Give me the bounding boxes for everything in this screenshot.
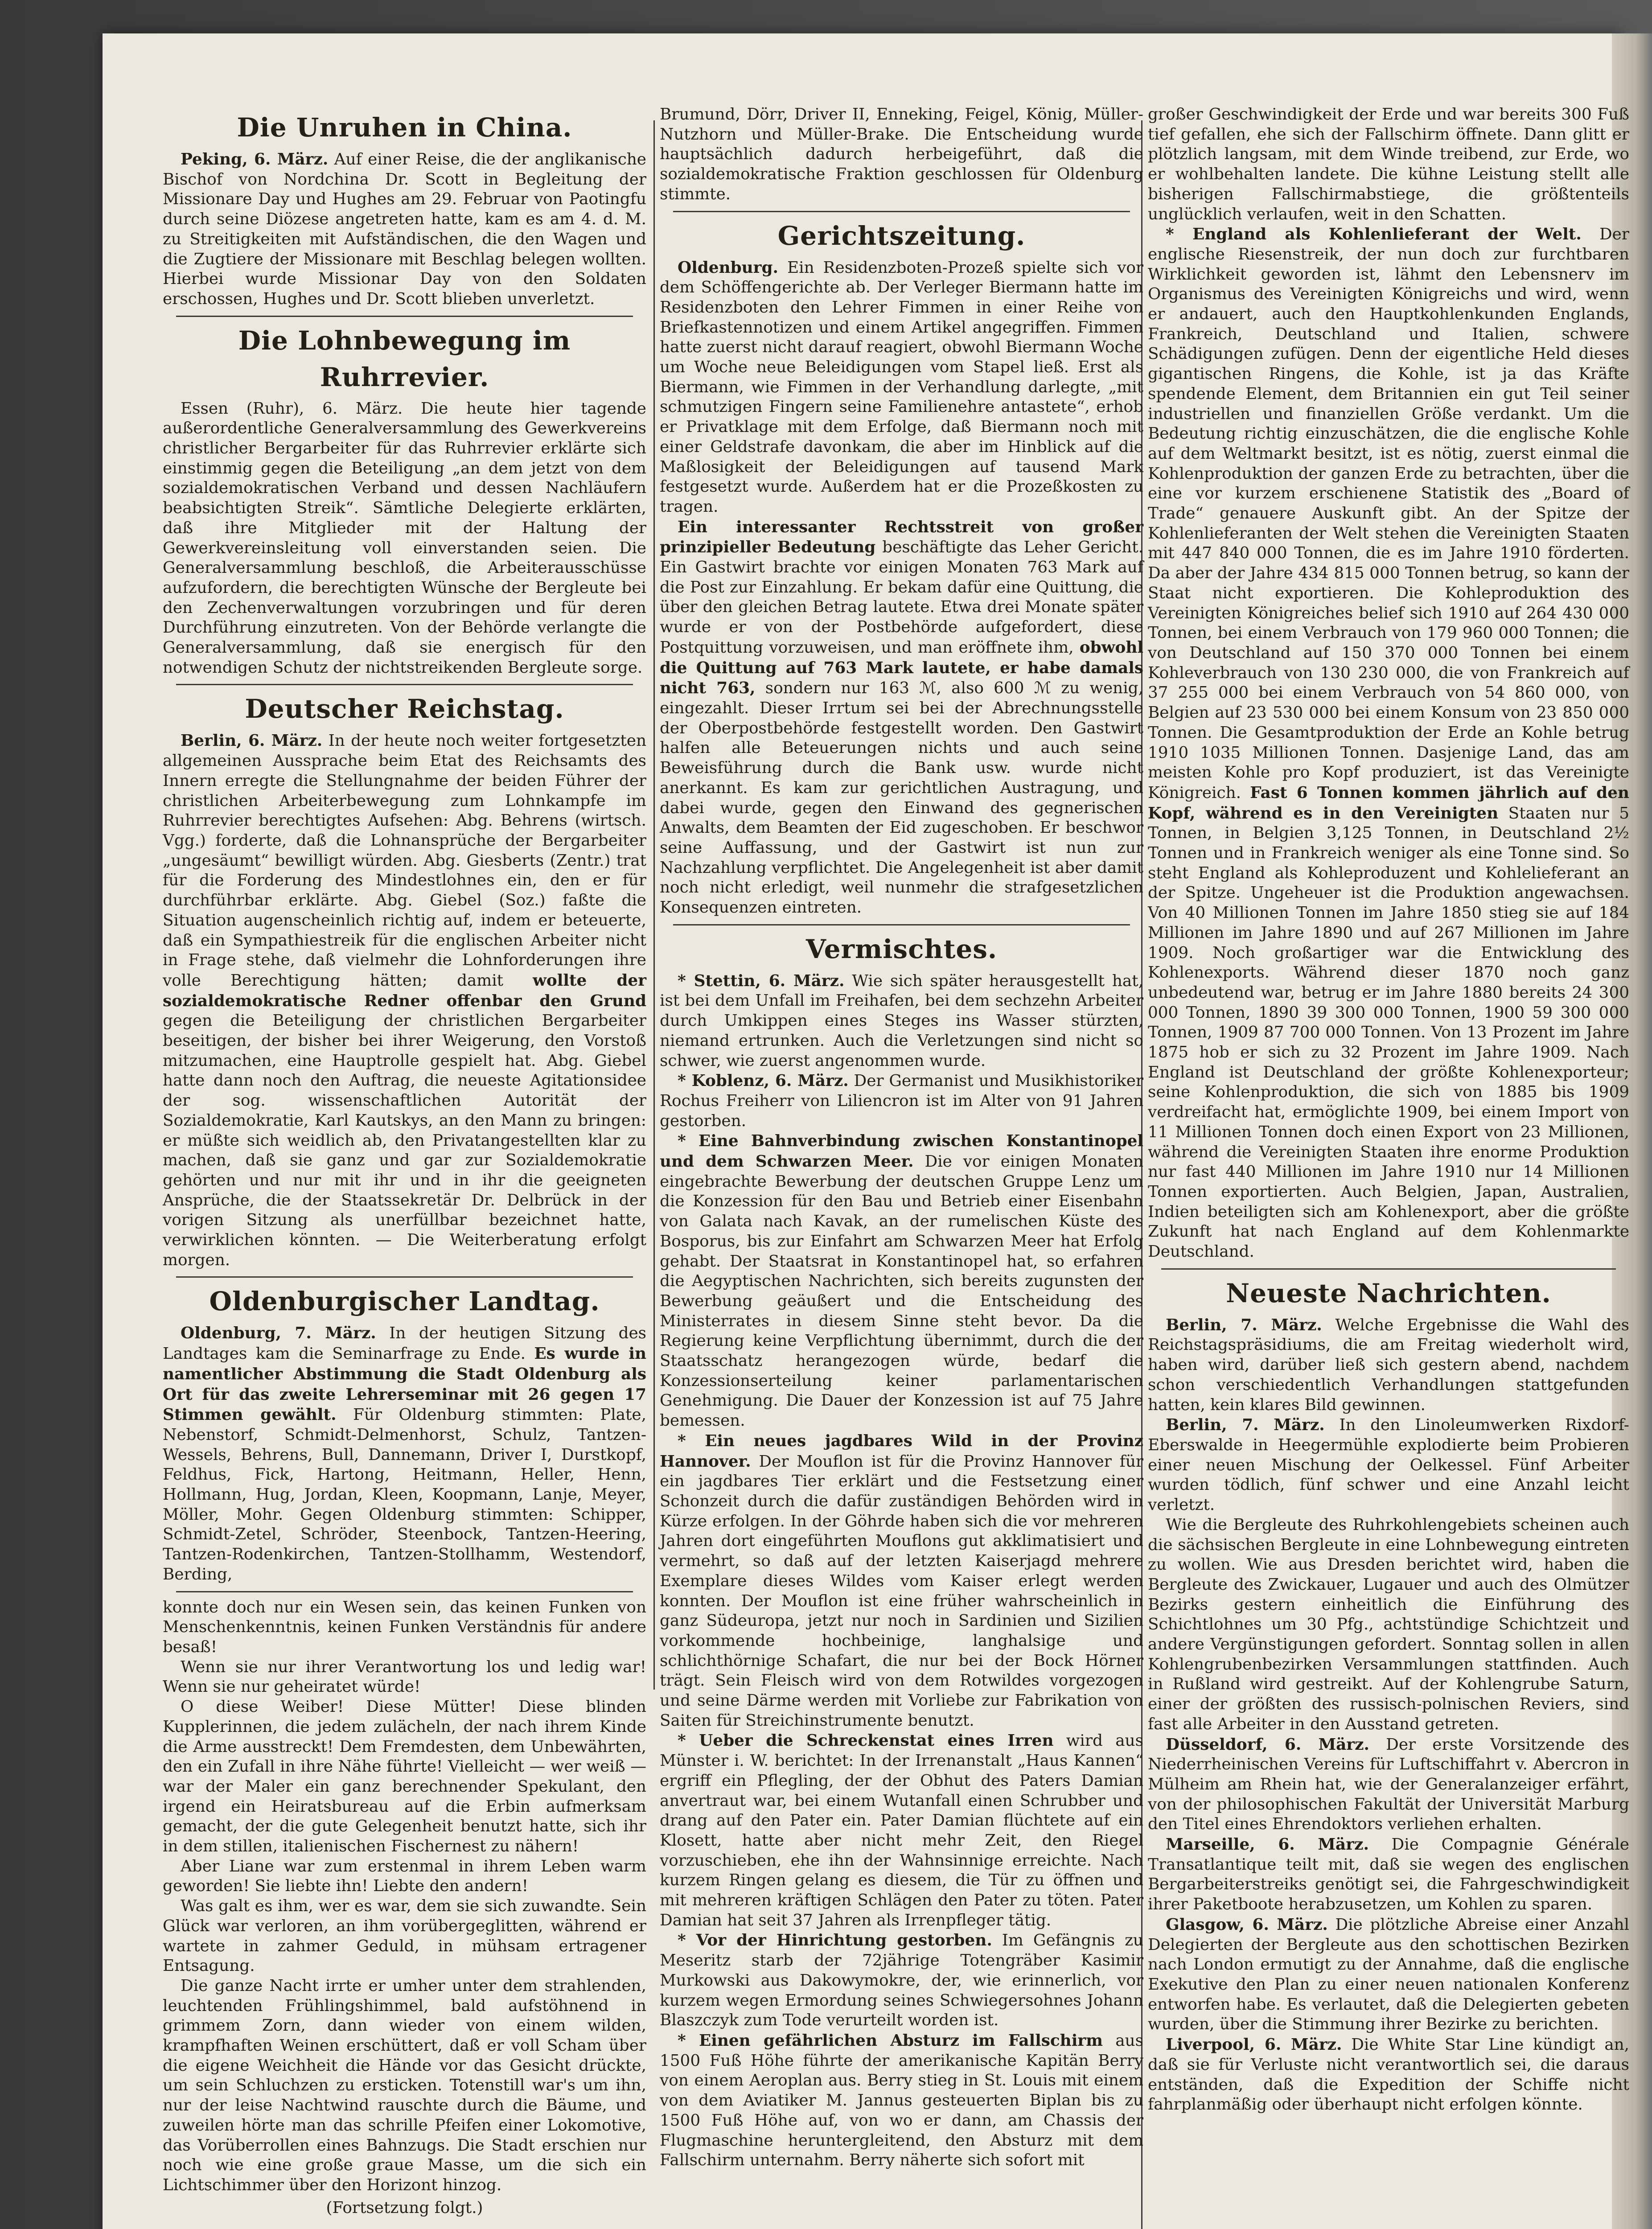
article-body: sondern nur 163 ℳ, also 600 ℳ zu wenig, eingezahlt. Dieser Irrtum sei bei der Abrechnungsstelle der Oberpostbehörde festgestellt worden. Den Gastwirt halfen alle Beteuerungen nichts und auch seine Beweisführung durch die Bank usw. wurde nicht anerkannt. Es kam zur gerichtlichen Austragung, und dabei wurde, gegen den Einwand des gegnerischen Anwalts, dem Beamten der Eid zugeschoben. Er beschwor seine Auffassung, und der Gastwirt ist nun zur Nachzahlung verpflichtet. Die Angelegenheit ist aber damit noch nicht erledigt, weil nunmehr die strafgesetzlichen Konsequenzen eintreten.: [660, 679, 1143, 917]
continuation-note: (Fortsetzung folgt.): [326, 2198, 483, 2217]
news-item: [1148, 1315, 1629, 1415]
dateline: * Koblenz, 6. März.: [678, 1071, 849, 1090]
item-absturz: [660, 2031, 1143, 2171]
headline-gericht: Gerichtszeitung.: [777, 220, 1026, 251]
article-divider: [673, 211, 1130, 212]
dateline: Liverpool, 6. März.: [1166, 2035, 1342, 2054]
headline-neueste: Neueste Nachrichten.: [1226, 1278, 1551, 1308]
article-lede: * Eine Bahnverbindung zwischen Konstantinopel und dem Schwarzen Meer.: [660, 1131, 1143, 1171]
article-lede: * Einen gefährlichen Absturz im Fallschirm: [678, 2031, 1103, 2050]
article-body: Ein Residenzboten-Prozeß spielte sich vor dem Schöffengerichte ab. Der Verleger Biermann hatte im Residenzboten den Lehrer Fimmen in einer Reihe von Briefkastennotizen und einem Artikel angegriffen. Fimmen hatte zuerst nicht darauf reagiert, obwohl Biermann Woche um Woche neue Beleidigungen vom Stapel ließ. Erst als Biermann, wie Fimmen in der Verhandlung darlegte, „mit schmutzigen Fingern seine Familienehre antastete“, erhob er Privatklage mit dem Erfolge, daß Biermann noch mit einer Geldstrafe davonkam, die aber im Hinblick auf die Maßlosigkeit der Beleidigungen auf tausend Mark festgesetzt wurde. Außerdem hat er die Prozeßkosten zu tragen.: [660, 258, 1143, 516]
article-body: wird aus Münster i. W. berichtet: In der Irrenanstalt „Haus Kannen“ ergriff ein Pflegling, der der Obhut des Paters Damian anvertraut war, bei einem Wutanfall einen Schrubber und drang auf den Pater ein. Pater Damian flüchtete auf ein Klosett, hatte aber nicht mehr Zeit, den Riegel vorzuschieben, ehe ihn der Wahnsinnige erreichte. Nach kurzem Ringen gelang es diesem, die Tür zu öffnen und mit mehreren kräftigen Schlägen den Pater zu töten. Pater Damian hat seit 37 Jahren als Irrenpfleger tätig.: [660, 1731, 1143, 1929]
article-divider: [673, 924, 1130, 925]
item-hinrichtung: [660, 1930, 1143, 2031]
headline-ruhr: Die Lohnbewegung im Ruhrrevier.: [238, 325, 571, 392]
feuilleton-paragraph: Was galt es ihm, wer es war, dem sie sich zuwandte. Sein Glück war verloren, an ihm vorübergeglitten, während er wartete in zahmer Geduld, in mühsam ertragener Entsagung.: [163, 1897, 646, 1975]
article-emphasis: Es wurde in namentlicher Abstimmung die Stadt Oldenburg als Ort für das zweite Lehrerseminar mit 26 gegen 17 Stimmen gewählt.: [163, 1344, 646, 1424]
article-ruhr: [163, 399, 646, 678]
dateline: Düsseldorf, 6. März.: [1166, 1735, 1369, 1754]
article-body: In der heutigen Sitzung des Landtages kam die Seminarfrage zu Ende.: [163, 1324, 646, 1363]
article-divider: [1161, 1268, 1616, 1270]
article-emphasis: obwohl die Quittung auf 763 Mark lautete, er habe damals nicht 763,: [660, 637, 1143, 698]
article-body: Die plötzliche Abreise einer Anzahl Delegierten der Bergleute aus den schottischen Bezirken nach London ermutigt zu der Annahme, daß die englische Exekutive den Plan zu einer neuen nationalen Konferenz entworfen habe. Es verlautet, daß die Delegierten gebeten wurden, über die Stimmung ihrer Bezirke zu berichten.: [1148, 1915, 1629, 2034]
dateline: Peking, 6. März.: [181, 150, 329, 169]
article-body: Der englische Riesenstreik, der nun doch zur furchtbaren Wirklichkeit geworden ist, lähmt den Lebensnerv im Organismus des Vereinigten Königreichs und wird, wenn er andauert, auch den Hauptkohlenkunden Englands, Frankreich, Deutschland und Italien, schwere Schädigungen zufügen. Denn der eigentliche Held dieses gigantischen Ringens, die Kohle, ist ja das Kräfte spendende Element, dem Britannien ein gut Teil seiner industriellen und finanziellen Größe verdankt. Um die Bedeutung richtig einzuschätzen, die die englische Kohle auf dem Weltmarkt besitzt, ist es nötig, zuerst einmal die Kohlenproduktion der ganzen Erde zu betrachten, über die eine vor kurzem erschienene Statistik des „Board of Trade“ genauere Auskunft gibt. An der Spitze der Kohlenlieferanten der Welt stehen die Vereinigten Staaten mit 447 840 000 Tonnen, die es im Jahre 1910 förderten. Da aber der Jahre 434 815 000 Tonnen betrug, so kann der Staat nicht exportieren. Die Kohleproduktion des Vereinigten Königreiches belief sich 1910 auf 264 430 000 Tonnen, bei einem Verbrauch von 179 960 000 Tonnen; die von Deutschland auf 150 370 000 Tonnen bei einem Kohleverbrauch von 130 230 000, die von Frankreich auf 37 255 000 bei einem Verbrauch von 54 860 000, von Belgien auf 23 530 000 bei einem Konsum von 23 850 000 Tonnen. Die Gesamtproduktion der Erde an Kohle betrug 1910 1035 Millionen Tonnen. Dasjenige Land, das am meisten Kohle pro Kopf produziert, ist das Vereinigte Königreich.: [1148, 225, 1629, 802]
article-divider: [176, 684, 633, 685]
article-body: Für Oldenburg stimmten: Plate, Nebenstorf, Schmidt-Delmenhorst, Schulz, Tantzen-Wessels, Behrens, Bull, Dannemann, Driver I, Durstkopf, Feldhus, Fick, Hartong, Heitmann, Heller, Henn, Hollmann, Hug, Jordan, Kleen, Koopmann, Lanje, Meyer, Möller, Mohr. Gegen Oldenburg stimmten: Schipper, Schmidt-Zetel, Schröder, Steenbock, Tantzen-Heering, Tantzen-Rodenkirchen, Tantzen-Stollhamm, Westendorf, Berding,: [163, 1406, 646, 1583]
item-stettin: [660, 971, 1143, 1071]
feuilleton-paragraph: O diese Weiber! Diese Mütter! Diese blinden Kupplerinnen, die jedem zulächeln, der nach ihrem Kinde die Arme ausstreckt! Dem Fremdesten, dem Unbewährten, den ein Zufall in ihre Nähe führte! Vielleicht — wer weiß — war der Maler ein ganz berechnender Spekulant, den irgend ein Heiratsbureau auf die Erbin aufmerksam gemacht, der die gute Gelegenheit benutzt hatte, sich ihr in dem stillen, italienischen Fischernest zu nähern!: [163, 1698, 646, 1856]
dateline: Essen (Ruhr), 6. März.: [181, 399, 403, 418]
article-body: Im Gefängnis zu Meseritz starb der 72jährige Totengräber Kasimir Murkowski aus Dakowymokre, der, wie erinnerlich, vor kurzem wegen Ermordung seines Schwiegersohnes Johann Blaszczyk zum Tode verurteilt worden ist.: [660, 1931, 1143, 2030]
article-body: Staaten nur 5 Tonnen, in Belgien 3,125 Tonnen, in Deutschland 2½ Tonnen und in Frankreich weniger als eine Tonne sind. So steht England als Kohleproduzent und Kohlelieferant an der Spitze. Ungeheuer ist die Produktion angewachsen. Von 40 Millionen Tonnen im Jahre 1850 stieg sie auf 184 Millionen im Jahre 1890 und auf 267 Millionen im Jahre 1909. Noch großartiger war die Entwicklung des Kohlenexports. Während dieser 1870 noch ganz unbedeutend war, betrug er im Jahre 1880 bereits 24 300 000 Tonnen, 1890 39 300 000 Tonnen, 1900 59 300 000 Tonnen, 1909 87 700 000 Tonnen. Von 13 Prozent im Jahre 1875 hob er sich zu 32 Prozent im Jahre 1909. Nach England ist Deutschland der größte Kohlenexporteur; seine Kohlenproduktion, die sich von 1885 bis 1909 verdreifacht hat, ermöglichte 1909, bei einem Import von 11 Millionen Tonnen doch einen Export von 23 Millionen, während die Vereinigten Staaten ihre enorme Produktion nur fast 440 Millionen im Jahre 1910 nur 14 Millionen Tonnen exportierten. Auch Belgien, Japan, Australien, Indien beteiligten sich am Kohlenexport, aber die größte Zukunft hat nach England auf dem Kohlenmarkte Deutschland.: [1148, 804, 1629, 1261]
news-item: [1148, 1915, 1629, 2035]
item-irre: [660, 1731, 1143, 1930]
dateline: Berlin, 7. März.: [1166, 1315, 1322, 1334]
article-body: Der Germanist und Musikhistoriker Rochus Freiherr von Liliencron ist im Alter von 91 Jahren gestorben.: [660, 1072, 1143, 1130]
dateline: Berlin, 6. März.: [181, 731, 323, 750]
headline-china: Die Unruhen in China.: [237, 112, 572, 143]
article-body: Welche Ergebnisse die Wahl des Reichstagspräsidiums, die am Freitag wiederholt wird, haben wird, darüber ließ sich gestern abend, nachdem schon verschiedentlich Verhandlungen stattgefunden hatten, kein klares Bild gewinnen.: [1148, 1316, 1629, 1414]
dateline: Oldenburg.: [678, 258, 779, 277]
article-landtag-continued: Brumund, Dörr, Driver II, Enneking, Feigel, König, Müller-Nutzhorn und Müller-Brake. Die Entscheidung wurde hauptsächlich dadurch herbeigeführt, daß die sozialdemokratische Fraktion geschlossen für Oldenburg stimmte.: [660, 105, 1143, 203]
article-body: Auf einer Reise, die der anglikanische Bischof von Nordchina Dr. Scott in Begleitung der Missionare Day und Hughes am 29. Februar von Paotingfu durch seine Diözese angetreten hatte, kam es am 4. d. M. zu Streitigkeiten mit Aufständischen, die den Wagen und die Zugtiere der Missionare mit Beschlag belegen wollten. Hierbei wurde Missionar Day von den Soldaten erschossen, Hughes und Dr. Scott blieben unverletzt.: [163, 150, 646, 308]
item-bahn: [660, 1131, 1143, 1431]
article-lede: * Ein neues jagdbares Wild in der Provinz Hannover.: [660, 1431, 1143, 1471]
article-divider: [176, 1276, 633, 1278]
column-rule: [653, 120, 655, 1690]
item-wild: [660, 1431, 1143, 1731]
news-item: [1148, 1834, 1629, 1915]
article-body: In den Linoleumwerken Rixdorf-Eberswalde in Heegermühle explodierte beim Probieren einer neuen Mischung der Oelkessel. Fünf Arbeiter wurden tödlich, fünf schwer und eine Anzahl leicht verletzt.: [1148, 1416, 1629, 1514]
headline-landtag: Oldenburgischer Landtag.: [209, 1286, 600, 1317]
article-body: In der heute noch weiter fortgesetzten allgemeinen Aussprache beim Etat des Reichsamts des Innern erregte die Stellungnahme der beiden Führer der christlichen Arbeiterbewegung zum Lohnkampfe im Ruhrrevier berechtigtes Aufsehen: Abg. Behrens (wirtsch. Vgg.) forderte, daß die Lohnansprüche der Bergarbeiter „ungesäumt“ bewilligt würden. Abg. Giesberts (Zentr.) trat für die Forderung des Mindestlohnes ein, den er für durchführbar erklärte. Abg. Giebel (Soz.) faßte die Situation augenscheinlich richtig auf, indem er beteuerte, daß ein Sympathiestreik für die englischen Arbeiter nicht in Frage stehe, daß vielmehr die Lohnforderungen ihre volle Berechtigung hätten; damit: [163, 732, 646, 990]
headline-vermischtes: Vermischtes.: [805, 934, 998, 964]
column-3: [1148, 105, 1629, 2115]
dateline: Oldenburg, 7. März.: [181, 1324, 376, 1343]
article-body: Wie sich später herausgestellt hat, ist bei dem Unfall im Freihafen, bei dem sechzehn Arbeiter durch Umkippen eines Steges ins Wasser stürzten, niemand ertrunken. Auch die Verletzungen sind nicht so schwer, wie zuerst angenommen wurde.: [660, 971, 1143, 1070]
article-body: aus 1500 Fuß Höhe führte der amerikanische Kapitän Berry von einem Aeroplan aus. Berry stieg in St. Louis mit einem von dem Aviatiker M. Jannus gesteuerten Biplan bis zu 1500 Fuß Höhe auf, von wo er dann, am Chassis der Flugmaschine heruntergleitend, den Absturz mit dem Fallschirm unternahm. Berry näherte sich sofort mit: [660, 2031, 1143, 2170]
article-body: gegen die Beteiligung der christlichen Bergarbeiter beseitigen, der bisher bei ihrer Weigerung, den Vorstoß mitzumachen, eine Hauptrolle gespielt hat. Abg. Giebel hatte dann noch den Auftrag, die neueste Agitationsidee der sog. wissenschaftlichen Autorität der Sozialdemokratie, Karl Kautskys, an den Mann zu bringen: er müßte sich weidlich ab, den Privatangestellten klar zu machen, daß sie ganz und gar zur Sozialdemokratie gehörten und nur mit ihr und in ihr die geeigneten Ansprüche, die der Staatssekretär Dr. Delbrück in der vorigen Sitzung als unerfüllbar bezeichnet hatte, verwirklichen könnten. — Die Weiterberatung erfolgt morgen.: [163, 1012, 646, 1269]
dateline: * Stettin, 6. März.: [678, 971, 845, 990]
article-landtag: [163, 1323, 646, 1584]
article-lede: * England als Kohlenlieferant der Welt.: [1166, 225, 1582, 244]
dateline: Glasgow, 6. März.: [1166, 1915, 1328, 1934]
article-body: Die White Star Line kündigt an, daß sie für Verluste nicht verantwortlich sei, die daraus entständen, daß die Expedition der Schiffe nicht fahrplanmäßig oder überhaupt nicht erfolgen könnte.: [1148, 2036, 1630, 2114]
article-body: Der Mouflon ist für die Provinz Hannover für ein jagdbares Tier erklärt und die Festsetzung einer Schonzeit durch die dafür zuständigen Behörden wird in Kürze erfolgen. In der Göhrde haben sich die vor mehreren Jahren dort eingeführten Mouflons gut akklimatisiert und vermehrt, so daß auf der letzten Kaiserjagd mehrere Exemplare dieses Wildes vom Kaiser erlegt werden konnten. Der Mouflon ist eine früher wahrscheinlich in ganz Südeuropa, jetzt nur noch in Sardinien und Sizilien vorkommende hochbeinige, langhalsige und schlichthörnige Schafart, die nur bei der Bock Hörner trägt. Sein Fleisch wird von dem Rotwildes vorgezogen und seine Därme werden mit Vorliebe zur Fabrikation von Saiten für Streichinstrumente benutzt.: [660, 1452, 1143, 1730]
item-absturz-continued: großer Geschwindigkeit der Erde und war bereits 300 Fuß tief gefallen, ehe sich der Fallschirm öffnete. Dann glitt er plötzlich langsam, mit dem Winde treibend, zur Erde, wo er wohlbehalten landete. Die kühne Leistung stellt alle bisherigen Fallschirmabstiege, die größtenteils unglücklich verlaufen, weit in den Schatten.: [1148, 105, 1629, 223]
item-kohle: [1148, 224, 1629, 1262]
article-rechtsstreit: [660, 517, 1143, 918]
article-body: Die heute hier tagende außerordentliche Generalversammlung des Gewerkvereins christlicher Bergarbeiter für das Ruhrrevier erklärte sich einstimmig gegen die Beteiligung „an dem jetzt von dem sozialdemokratischen Verband und dessen Nachläufern beabsichtigten Streik“. Sämtliche Delegierte erklärten, daß ihre Mitglieder mit der Haltung der Gewerkvereinsleitung voll einverstanden seien. Die Generalversammlung beschloß, die Arbeiterausschüsse aufzufordern, die berechtigten Wünsche der Bergleute bei den Zechenverwaltungen vorzubringen und für deren Durchführung einzutreten. Von der Behörde verlangte die Generalversammlung, daß sie energisch für den notwendigen Schutz der nichtstreikenden Bergleute sorge.: [163, 399, 646, 677]
article-body: Die Compagnie Générale Transatlantique teilt mit, daß sie wegen des englischen Bergarbeiterstreiks genötigt sei, die Fahrgeschwindigkeit ihrer Paketboote herabzusetzen, um Kohlen zu sparen.: [1148, 1835, 1629, 1914]
dateline: Berlin, 7. März.: [1166, 1415, 1325, 1435]
feuilleton-paragraph: Die ganze Nacht irrte er umher unter dem strahlenden, leuchtenden Frühlingshimmel, bald aufstöhnend in grimmem Zorn, dann wieder von einem wilden, krampfhaften Weinen erschüttert, daß er voll Scham über die eigene Weichheit die Hände vor das Gesicht drückte, um sein Schluchzen zu ersticken. Totenstill war's um ihn, nur der leise Nachtwind rauschte durch die Bäume, und zuweilen hörte man das schrille Pfeifen einer Lokomotive, das Vorüberrollen eines Bahnzugs. Die Stadt erschien nur noch wie eine große graue Masse, um die sich ein Lichtschimmer über den Horizont hinzog.: [163, 1976, 646, 2194]
feuilleton-divider: [176, 1591, 633, 1592]
article-emphasis: wollte der sozialdemokratische Redner offenbar den Grund: [163, 971, 646, 1010]
dateline: Marseille, 6. März.: [1166, 1835, 1369, 1854]
news-item: [1148, 2035, 1629, 2115]
article-lede: Ein interessanter Rechtsstreit von großer prinzipieller Bedeutung: [660, 517, 1143, 557]
article-body: Der erste Vorsitzende des Niederrheinischen Vereins für Luftschiffahrt v. Abercron in Mülheim am Rhein hat, wie der Generalanzeiger erfährt, von der philosophischen Fakultät der Universität Marburg den Titel eines Ehrendoktors verliehen erhalten.: [1148, 1735, 1629, 1834]
article-body: beschäftigte das Leher Gericht. Ein Gastwirt brachte vor einigen Monaten 763 Mark auf die Post zur Einzahlung. Er bekam dafür eine Quittung, die über den gleichen Betrag lautete. Etwa drei Monate später wurde er von der Postbehörde aufgefordert, diese Postquittung vorzuweisen, und man eröffnete ihm,: [660, 538, 1143, 657]
news-item: Wie die Bergleute des Ruhrkohlengebiets scheinen auch die sächsischen Bergleute in eine Lohnbewegung eintreten zu wollen. Wie aus Dresden berichtet wird, haben die Bergleute des Zwickauer, Lugauer und auch des Olmützer Bezirks gestern einheitlich die Einführung des Schichtlohnes um 30 Pfg., achtstündige Schichtzeit und andere Vergünstigungen gefordert. Sonntag sollen in allen Kohlengrubenbezirken Versammlungen stattfinden. Auch in Rußland wird gestreikt. Auf der Kohlengrube Saturn, einer der größten des russisch-polnischen Reviers, sind fast alle Arbeiter in den Ausstand getreten.: [1148, 1515, 1629, 1733]
article-gericht: [660, 258, 1143, 517]
news-item: [1148, 1415, 1629, 1515]
article-divider: [176, 316, 633, 317]
headline-reichstag: Deutscher Reichstag.: [245, 694, 564, 724]
feuilleton-paragraph: Aber Liane war zum erstenmal in ihrem Leben warm geworden! Sie liebte ihn! Liebte den andern!: [163, 1857, 646, 1896]
column-2: [660, 105, 1143, 2171]
article-lede: * Ueber die Schreckenstat eines Irren: [678, 1731, 1054, 1750]
item-koblenz: [660, 1071, 1143, 1131]
article-lede: * Vor der Hinrichtung gestorben.: [678, 1931, 992, 1950]
article-body: Die vor einigen Monaten eingebrachte Bewerbung der deutschen Gruppe Lenz um die Konzession für den Bau und Betrieb einer Eisenbahn von Galata nach Kavak, an der rumelischen Küste des Bosporus, bis zur Einfahrt am Schwarzen Meer hat Erfolg gehabt. Der Staatsrat in Konstantinopel hat, so erfahren die Aegyptischen Nachrichten, sich bereits zugunsten der Bewerbung geäußert und die Entscheidung des Ministerrates in diesem Sinne steht bevor. Da die Regierung keine Verpflichtung übernimmt, durch die der Staatsschatz herangezogen würde, bedarf die Konzessionserteilung keiner parlamentarischen Genehmigung. Die Dauer der Konzession ist auf 75 Jahre bemessen.: [660, 1152, 1143, 1430]
article-china: [163, 149, 646, 309]
news-item: [1148, 1735, 1629, 1835]
feuilleton-paragraph: Wenn sie nur ihrer Verantwortung los und ledig war! Wenn sie nur geheiratet würde!: [163, 1657, 646, 1696]
feuilleton-paragraph: konnte doch nur ein Wesen sein, das keinen Funken von Menschenkenntnis, keinen Funken Verständnis für andere besaß!: [163, 1598, 646, 1656]
article-emphasis: Fast 6 Tonnen kommen jährlich auf den Kopf, während es in den Vereinigten: [1148, 783, 1629, 823]
article-reichstag: [163, 731, 646, 1270]
column-1: [163, 105, 646, 2218]
